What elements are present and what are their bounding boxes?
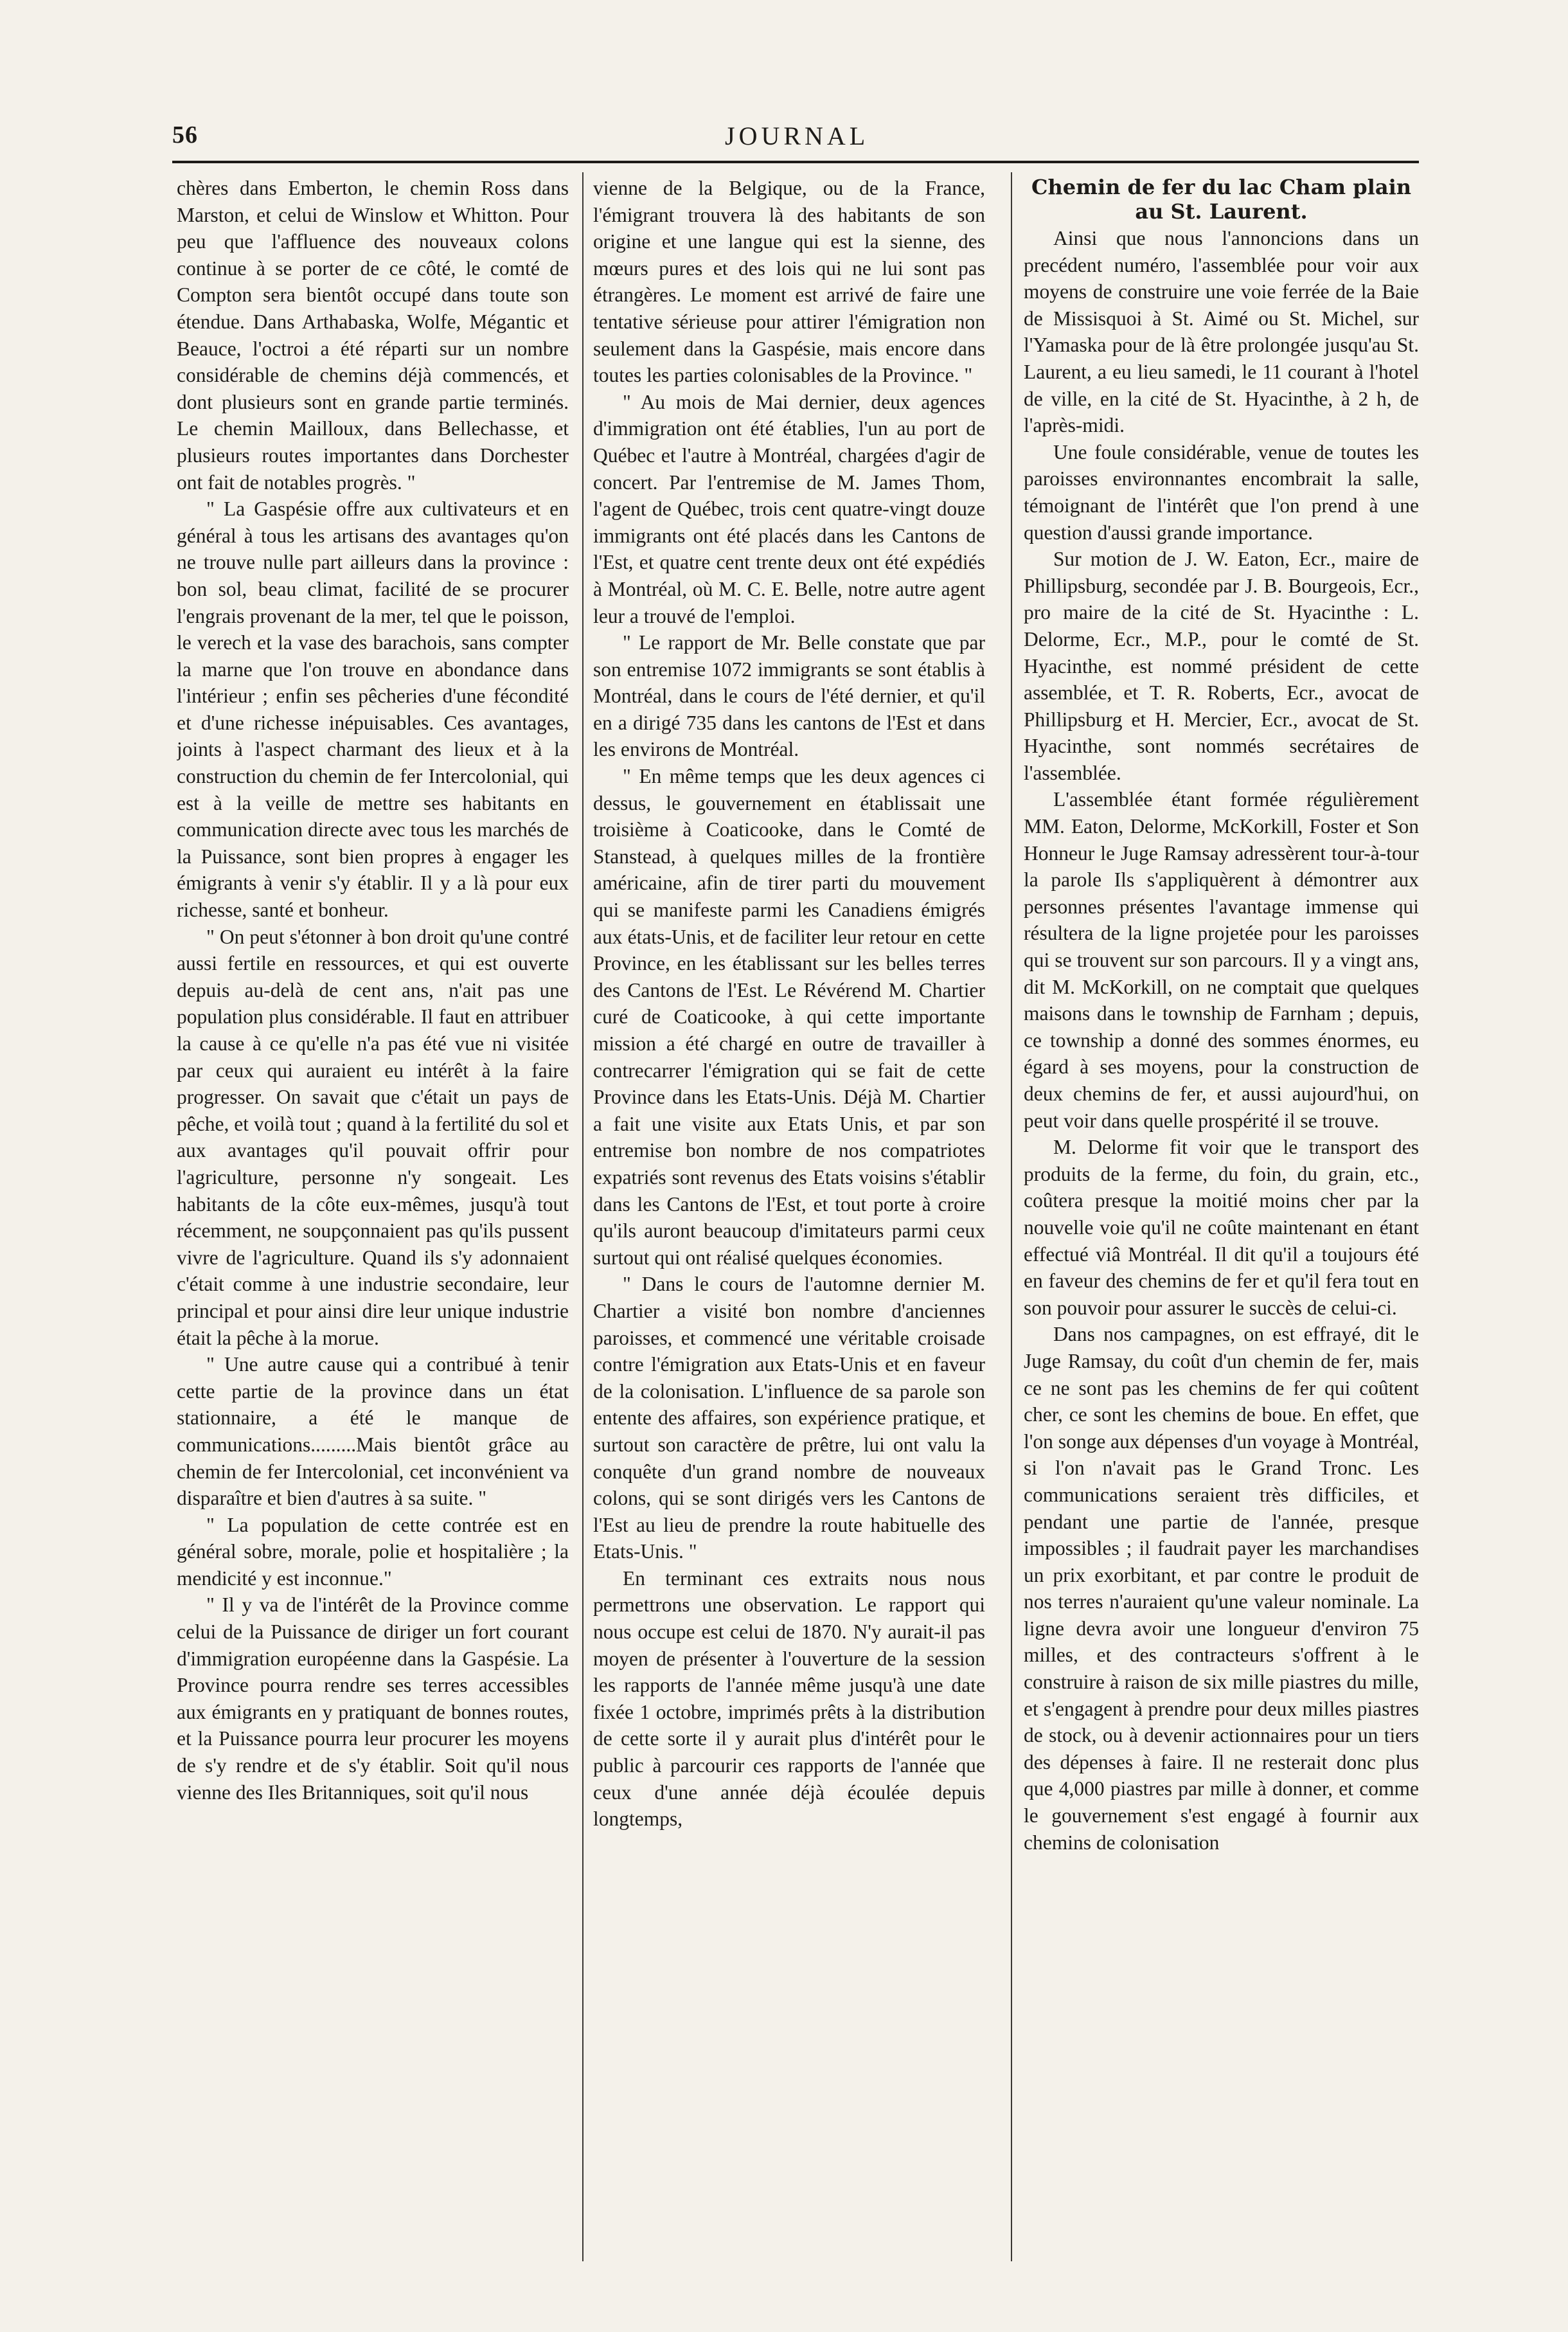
paragraph: En terminant ces extraits nous nous permettrons une observation. Le rapport qui nous occupe est celui de 1870. N'y aurait-il pas moyen de présenter à l'ouverture de la session les rapports de l'année même jusqu'à une date fixée 1 octobre, imprimés prêts à la distribution de cette sorte il y aurait plus d'intérêt pour le public à parcourir ces rapports de l'année que ceux d'une année déjà écoulée depuis longtemps, bbox=[593, 1566, 985, 1831]
column-2 bbox=[593, 175, 985, 2257]
paragraph: Une foule considérable, venue de toutes les paroisses environnantes encombrait la salle, témoignant de l'intérêt que l'on prend à une question d'aussi grande importance. bbox=[1024, 440, 1419, 544]
paragraph: " Dans le cours de l'automne dernier M. Chartier a visité bon nombre d'anciennes paroisses, et commencé une véritable croisade contre l'émigration aux Etats-Unis et en faveur de la colonisation. L'influence de sa parole son entente des affaires, son expérience pratique, et surtout son caractère de prêtre, lui ont valu la conquête d'un grand nombre de nouveaux colons, qui se sont dirigés vers les Cantons de l'Est au lieu de prendre la route habituelle des Etats-Unis. " bbox=[593, 1273, 985, 1563]
paragraph: " La population de cette contrée est en général sobre, morale, polie et hospitalière ; la mendicité y est inconnue." bbox=[177, 1513, 569, 1590]
paragraph: " Il y va de l'intérêt de la Province comme celui de la Puissance de diriger un fort courant d'immigration européenne dans la Gaspésie. La Province pourra rendre ses terres accessibles aux émigrants en y pratiquant de bonnes routes, et la Puissance pourra leur procurer les moyens de s'y rendre et de s'y établir. Soit qu'il nous vienne des Iles Britanniques, soit qu'il nous bbox=[177, 1593, 569, 1804]
paragraph: " Une autre cause qui a contribué à tenir cette partie de la province dans un état stationnaire, a été le manque de communications.........Mais bientôt grâce au chemin de fer Intercolonial, cet inconvénient va disparaître et bien d'autres à sa suite. " bbox=[177, 1353, 569, 1510]
paragraph: Sur motion de J. W. Eaton, Ecr., maire de Phillipsburg, secondée par J. B. Bourgeois, Ecr., pro maire de la cité de St. Hyacinthe : L. Delorme, Ecr., M.P., pour le comté de St. Hyacinthe, est nommé président de cette assemblée, et T. R. Roberts, Ecr., avocat de Phillipsburg et H. Mercier, Ecr., avocat de St. Hyacinthe, sont nommés secrétaires de l'assemblée. bbox=[1024, 548, 1419, 784]
paragraph: M. Delorme fit voir que le transport des produits de la ferme, du foin, du grain, etc., coûtera presque la moitié moins cher par la nouvelle voie qu'il ne coûte maintenant en étant effectué viâ Montréal. Il dit qu'il a toujours été en faveur des chemins de fer et qu'il fera tout en son pouvoir pour assurer le succès de celui-ci. bbox=[1024, 1136, 1419, 1319]
paragraph: " Le rapport de Mr. Belle constate que par son entremise 1072 immigrants se sont établis à Montréal, dans le cours de l'été dernier, et qu'il en a dirigé 735 dans les cantons de l'Est et dans les environs de Montréal. bbox=[593, 631, 985, 761]
paragraph: Dans nos campagnes, on est effrayé, dit le Juge Ramsay, du coût d'un chemin de fer, mais ce ne sont pas les chemins de fer qui coûtent cher, ce sont les chemins de boue. En effet, que l'on songe aux dépenses d'un voyage à Montréal, si l'on n'avait pas le Grand Tronc. Les communications seraient très difficiles, et pendant une partie de l'année, presque impossibles ; il faudrait payer les marchandises un prix exorbitant, et par contre le produit de nos terres n'auraient qu'une valeur nominale. La ligne devra avoir une longueur d'environ 75 milles, et des contracteurs s'offrent à le construire à raison de six mille piastres du mille, et s'engagent à prendre pour deux milles piastres de stock, ou à devenir actionnaires pour un tiers des dépenses à faire. Il ne resterait donc plus que 4,000 piastres par mille à donner, et comme le gouvernement s'est engagé à fournir aux chemins de colonisation bbox=[1024, 1323, 1419, 1854]
column-3 bbox=[1024, 175, 1419, 2257]
paragraph: " En même temps que les deux agences ci dessus, le gouvernement en établissait une troisième à Coaticooke, dans le Comté de Stanstead, à quelques milles de la frontière américaine, afin de tirer parti du mouvement qui se manifeste parmi les Canadiens émigrés aux états-Unis, et de faciliter leur retour en cette Province, en les établissant sur les belles terres des Cantons de l'Est. Le Révérend M. Chartier curé de Coaticooke, à qui cette importante mission a été chargé en outre de travailler à contrecarrer l'émigration qui se fait de cette Province dans les Etats-Unis. Déjà M. Chartier a fait une visite aux Etats Unis, et par son entremise bon nombre de nos compatriotes expatriés sont revenus des Etats voisins s'établir dans les Cantons de l'Est, et tout porte à croire qu'ils auront beaucoup d'imitateurs parmi ceux surtout qui ont réalisé quelques économies. bbox=[593, 765, 985, 1269]
column-divider bbox=[582, 172, 584, 2261]
paragraph: " On peut s'étonner à bon droit qu'une contré aussi fertile en ressources, et qui est ouverte depuis au-delà de cent ans, n'ait pas une population plus considérable. Il faut en attribuer la cause à ce qu'elle n'a pas été vue ni visitée par ceux qui auraient eu intérêt à la faire progresser. On savait que c'était un pays de pêche, et voilà tout ; quand à la fertilité du sol et aux avantages qu'il pouvait offrir pour l'agriculture, personne n'y songeait. Les habitants de la côte eux-mêmes, jusqu'à tout récemment, ne soupçonnaient pas qu'ils pussent vivre de l'agriculture. Quand ils s'y adonnaient c'était comme à une industrie secondaire, leur principal et pour ainsi dire leur unique industrie était la pêche à la morue. bbox=[177, 925, 569, 1349]
journal-title: JOURNAL bbox=[725, 121, 869, 150]
paragraph: Ainsi que nous l'annoncions dans un precédent numéro, l'assemblée pour voir aux moyens de construire une voie ferrée de la Baie de Missisquoi à St. Aimé ou St. Michel, sur l'Yamaska pour de là être prolongée jusqu'au St. Laurent, a eu lieu samedi, le 11 courant à l'hotel de ville, en la cité de St. Hyacinthe, à 2 h, de l'après-midi. bbox=[1024, 227, 1419, 437]
paragraph: L'assemblée étant formée régulièrement MM. Eaton, Delorme, McKorkill, Foster et Son Honneur le Juge Ramsay adressèrent tour-à-tour la parole Ils s'appliquèrent à démontrer aux personnes présentes l'avantage immense qui résultera de la ligne projetée pour les paroisses qui se trouvent sur son parcours. Il y a vingt ans, dit M. McKorkill, on ne comptait que quelques maisons dans le township de Farnham ; depuis, ce township a donné des sommes énormes, eu égard à ses moyens, pour la construction de deux chemins de fer, et aussi aujourd'hui, on peut voir dans quelle prospérité il se trouve. bbox=[1024, 788, 1419, 1132]
paragraph: " Au mois de Mai dernier, deux agences d'immigration ont été établies, l'un au port de Québec et l'autre à Montréal, chargées d'agir de concert. Par l'entremise de M. James Thom, l'agent de Québec, trois cent quatre-vingt douze immigrants ont été placés dans les Cantons de l'Est, et quatre cent trente deux ont été expédiés à Montréal, où M. C. E. Belle, notre autre agent leur a trouvé de l'emploi. bbox=[593, 390, 985, 627]
paragraph: vienne de la Belgique, ou de la France, l'émigrant trouvera là des habitants de son origine et une langue qui est la sienne, des mœurs pures et des lois qui ne lui sont pas étrangères. Le moment est arrivé de faire une tentative sérieuse pour attirer l'émigration non seulement dans la Gaspésie, mais encore dans toutes les parties colonisables de la Province. " bbox=[593, 177, 985, 387]
header-rule bbox=[172, 161, 1419, 163]
page-header bbox=[172, 121, 1419, 157]
paragraph: " La Gaspésie offre aux cultivateurs et en général à tous les artisans des avantages qu'on ne trouve nulle part ailleurs dans la province : bon sol, beau climat, facilité de se procurer l'engrais provenant de la mer, tel que le poisson, le verech et la vase des barachois, sans compter la marne que l'on trouve en abondance dans l'intérieur ; enfin ses pêcheries d'une fécondité et d'une richesse inépuisables. Ces avantages, joints à l'aspect charmant des lieux et à la construction du chemin de fer Intercolonial, qui est à la veille de mettre ses habitants en communication directe avec tous les marchés de la Puissance, sont bien propres à engager les émigrants à venir s'y établir. Il y a là pour eux richesse, santé et bonheur. bbox=[177, 498, 569, 922]
article-title: Chemin de fer du lac Cham plain au St. Laurent. bbox=[1031, 175, 1411, 224]
column-1 bbox=[177, 175, 569, 2257]
page-number: 56 bbox=[172, 121, 198, 148]
paragraph: chères dans Emberton, le chemin Ross dans Marston, et celui de Winslow et Whitton. Pour peu que l'affluence des nouveaux colons continue à se porter de ce côté, le comté de Compton sera bientôt occupé dans toute son étendue. Dans Arthabaska, Wolfe, Mégantic et Beauce, l'octroi a été réparti sur un nombre considérable de chemins déjà commencés, et dont plusieurs sont en grande partie terminés. Le chemin Mailloux, dans Bellechasse, et plusieurs routes importantes dans Dorchester ont fait de notables progrès. " bbox=[177, 177, 569, 494]
column-divider bbox=[1011, 172, 1012, 2261]
